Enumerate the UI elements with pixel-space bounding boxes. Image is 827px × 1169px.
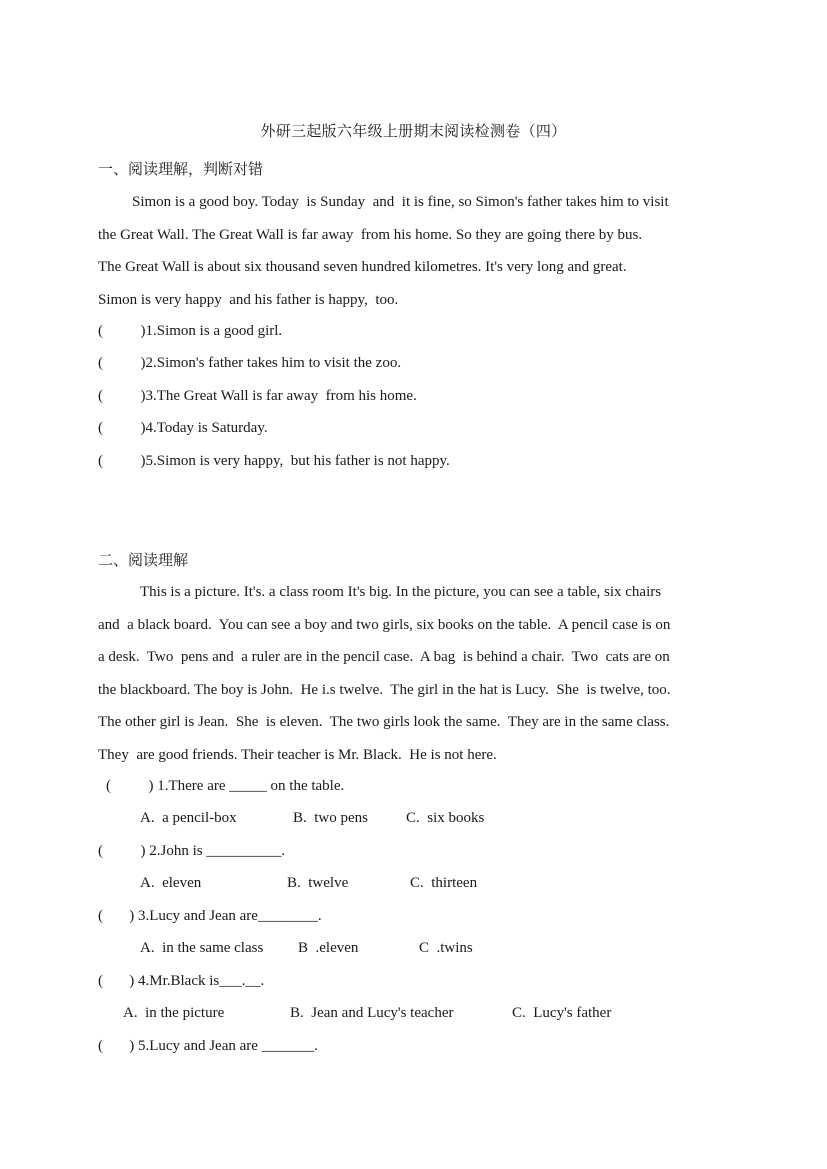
true-false-question-2: ( )2.Simon's father takes him to visit the zoo. [98, 355, 402, 371]
passage-line: and a black board. You can see a boy and two girls, six books on the table. A pencil case is on [98, 616, 671, 633]
passage-line: The other girl is Jean. She is eleven. The two girls look the same. They are in the same class. [98, 714, 670, 730]
passage-line: a desk. Two pens and a ruler are in the pencil case. A bag is behind a chair. Two cats are on [98, 649, 670, 665]
true-false-question-5: ( )5.Simon is very happy, but his father is not happy. [98, 453, 450, 469]
passage-line: The Great Wall is about six thousand seven hundred kilometres. It's very long and great. [98, 259, 627, 275]
passage-line: This is a picture. It's. a class room It's big. In the picture, you can see a table, six chairs [140, 584, 662, 600]
true-false-question-4: ( )4.Today is Saturday. [98, 420, 268, 436]
passage-line: the Great Wall. The Great Wall is far away from his home. So they are going there by bus. [98, 226, 643, 243]
option-c: C .twins [419, 940, 473, 956]
true-false-question-1: ( )1.Simon is a good girl. [98, 323, 283, 339]
section-heading-1: 一、阅读理解，判断对错 [98, 162, 264, 178]
passage-line: Simon is a good boy. Today is Sunday and it is fine, so Simon's father takes him to visit [132, 194, 669, 210]
option-a: A. a pencil-box [140, 810, 237, 826]
page-title: 外研三起版六年级上册期末阅读检测卷（四） [260, 124, 567, 140]
passage-2 [98, 583, 738, 778]
option-c: C. thirteen [410, 875, 478, 891]
option-b: B .eleven [298, 940, 359, 956]
section-heading-2: 二、阅读理解 [98, 553, 189, 569]
option-c: C. Lucy's father [512, 1005, 612, 1021]
option-a: A. in the picture [123, 1005, 225, 1021]
true-false-question-3: ( )3.The Great Wall is far away from his home. [98, 388, 417, 404]
option-b: B. twelve [287, 875, 349, 891]
choice-question-1-stem: ( ) 1.There are _____ on the table. [106, 778, 345, 794]
option-c: C. six books [406, 810, 485, 826]
option-a: A. eleven [140, 875, 202, 891]
choice-question-3-stem: ( ) 3.Lucy and Jean are________. [98, 908, 322, 924]
option-b: B. Jean and Lucy's teacher [290, 1005, 454, 1021]
option-b: B. two pens [293, 810, 368, 826]
choice-question-4-stem: ( ) 4.Mr.Black is___.__. [98, 973, 265, 989]
passage-line: the blackboard. The boy is John. He i.s twelve. The girl in the hat is Lucy. She is twelve, too. [98, 681, 671, 698]
passage-1 [98, 193, 738, 323]
choice-question-2-stem: ( ) 2.John is __________. [98, 843, 286, 859]
passage-line: Simon is very happy and his father is happy, too. [98, 291, 399, 308]
choice-question-5-stem: ( ) 5.Lucy and Jean are _______. [98, 1038, 318, 1054]
passage-line: They are good friends. Their teacher is Mr. Black. He is not here. [98, 746, 497, 763]
option-a: A. in the same class [140, 940, 264, 956]
